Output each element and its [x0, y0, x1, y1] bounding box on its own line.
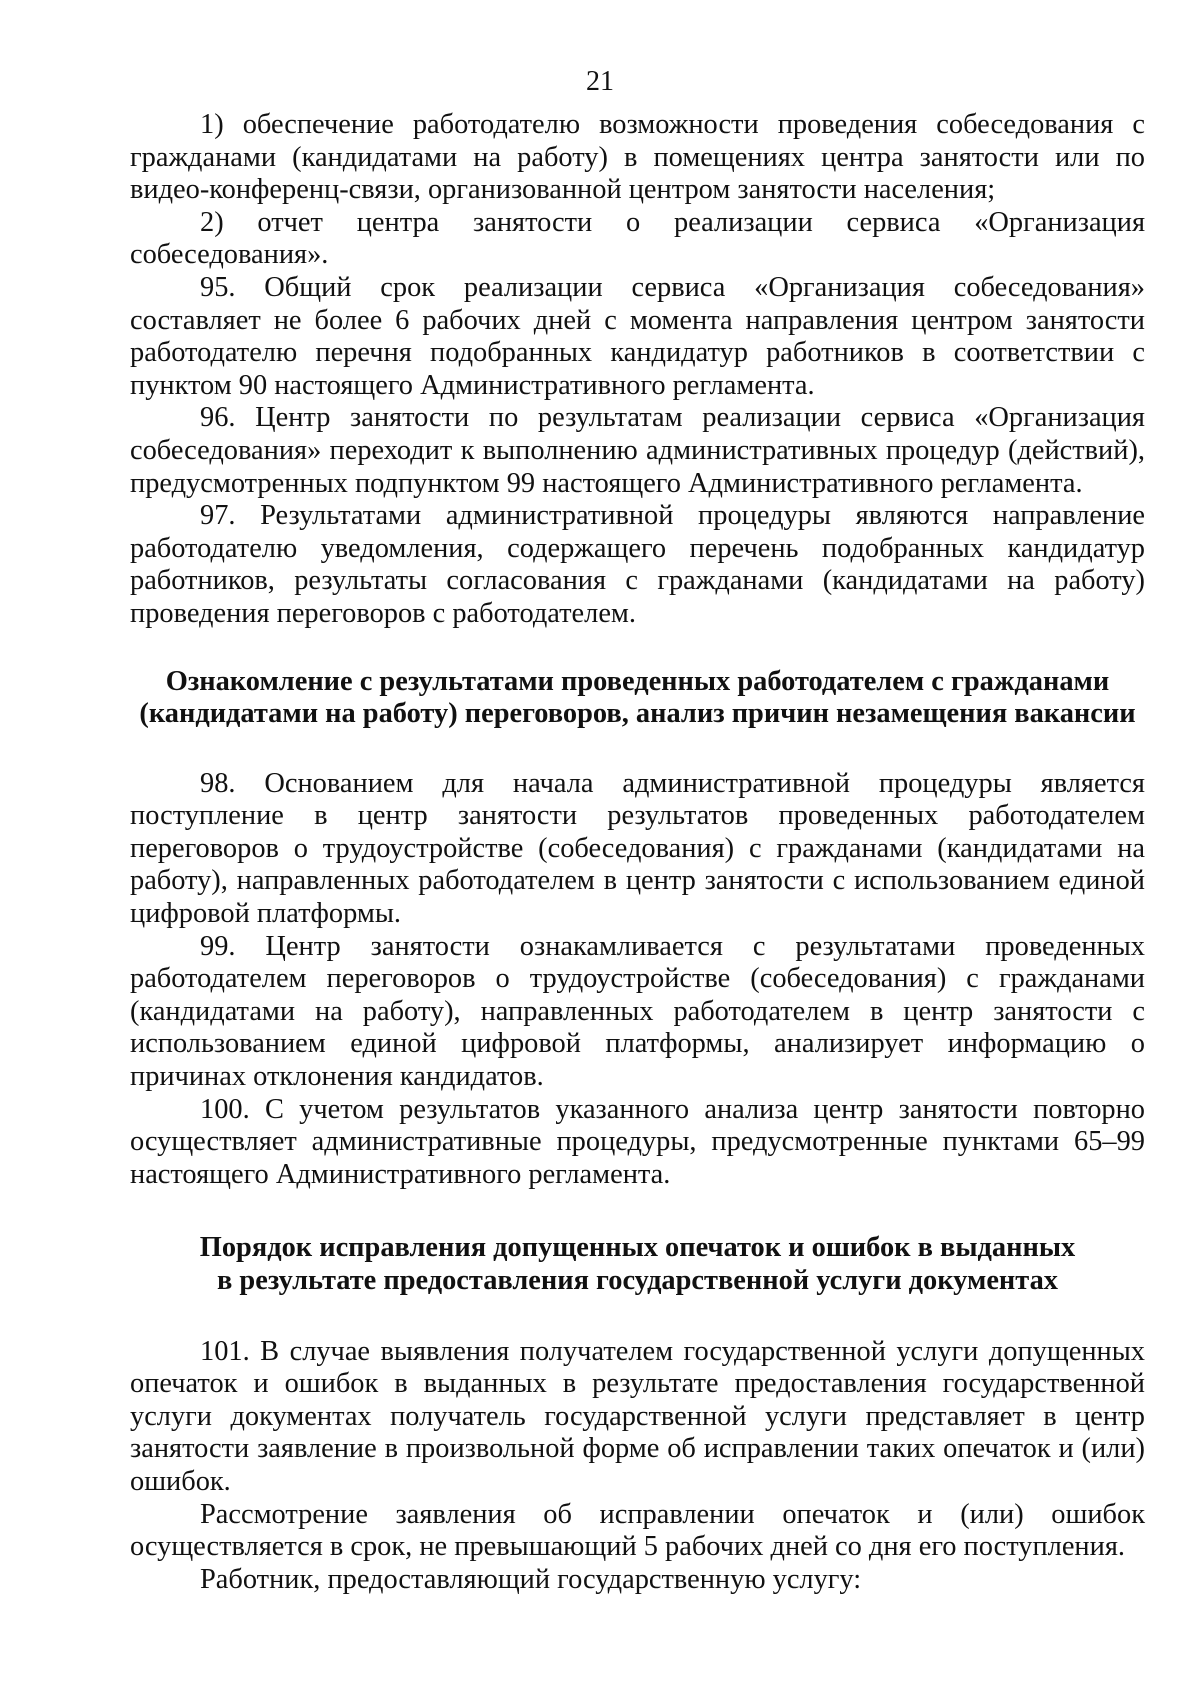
document-body — [130, 109, 1145, 1596]
paragraph-97: 97. Результатами административной процедуры являются направление работодателю уведомления, содержащего перечень подобранных кандидатур работников, результаты согласования с гражданами (кандидатами на работу) проведения переговоров с работодателем. — [130, 500, 1145, 629]
paragraph-review-term: Рассмотрение заявления об исправлении опечаток и (или) ошибок осуществляется в срок, не превышающий 5 рабочих дней со дня его поступления. — [130, 1498, 1145, 1563]
section-heading-line: Ознакомление с результатами проведенных работодателем с гражданами — [165, 665, 1110, 697]
section-heading-line: в результате предоставления государственной услуги документах — [217, 1265, 1058, 1296]
paragraph-item-2: 2) отчет центра занятости о реализации сервиса «Организация собеседования». — [130, 206, 1145, 271]
paragraph-99: 99. Центр занятости ознакамливается с результатами проведенных работодателем переговоров о трудоустройстве (собеседования) с гражданами (кандидатами на работу), направленных работодателем в центр занятости с использованием единой цифровой платформы, анализирует информацию о причинах отклонения кандидатов. — [130, 930, 1145, 1093]
section-heading-line: Порядок исправления допущенных опечаток и ошибок в выданных — [199, 1232, 1076, 1264]
paragraph-item-1: 1) обеспечение работодателю возможности проведения собеседования с гражданами (кандидатами на работу) в помещениях центра занятости или по видео-конференц-связи, организованной центром занятости населения; — [130, 109, 1145, 206]
paragraph-employee: Работник, предоставляющий государственную услугу: — [200, 1563, 862, 1595]
section-heading-review-results — [130, 666, 1145, 731]
paragraph-95: 95. Общий срок реализации сервиса «Организация собеседования» составляет не более 6 рабочих дней с момента направления центром занятости работодателю перечня подобранных кандидатур работников в соответствии с пунктом 90 настоящего Административного регламента. — [130, 271, 1145, 401]
paragraph-96: 96. Центр занятости по результатам реализации сервиса «Организация собеседования» переходит к выполнению административных процедур (действий), предусмотренных подпунктом 99 настоящего Административного регламента. — [130, 402, 1145, 499]
page-number: 21 — [586, 66, 614, 97]
paragraph-101: 101. В случае выявления получателем государственной услуги допущенных опечаток и ошибок в выданных в результате предоставления государственной услуги документах получатель государственной услуги представляет в центр занятости заявление в произвольной форме об исправлении таких опечаток и (или) ошибок. — [130, 1335, 1145, 1497]
section-heading-line: (кандидатами на работу) переговоров, анализ причин незамещения вакансии — [139, 698, 1136, 730]
paragraph-100: 100. С учетом результатов указанного анализа центр занятости повторно осуществляет административные процедуры, предусмотренные пунктами 65–99 настоящего Административного регламента. — [130, 1093, 1145, 1190]
section-heading-corrections — [130, 1232, 1145, 1297]
paragraph-98: 98. Основанием для начала административной процедуры является поступление в центр занятости результатов проведенных работодателем переговоров о трудоустройстве (собеседования) с гражданами (кандидатами на работу), направленных работодателем в центр занятости с использованием единой цифровой платформы. — [130, 767, 1145, 930]
